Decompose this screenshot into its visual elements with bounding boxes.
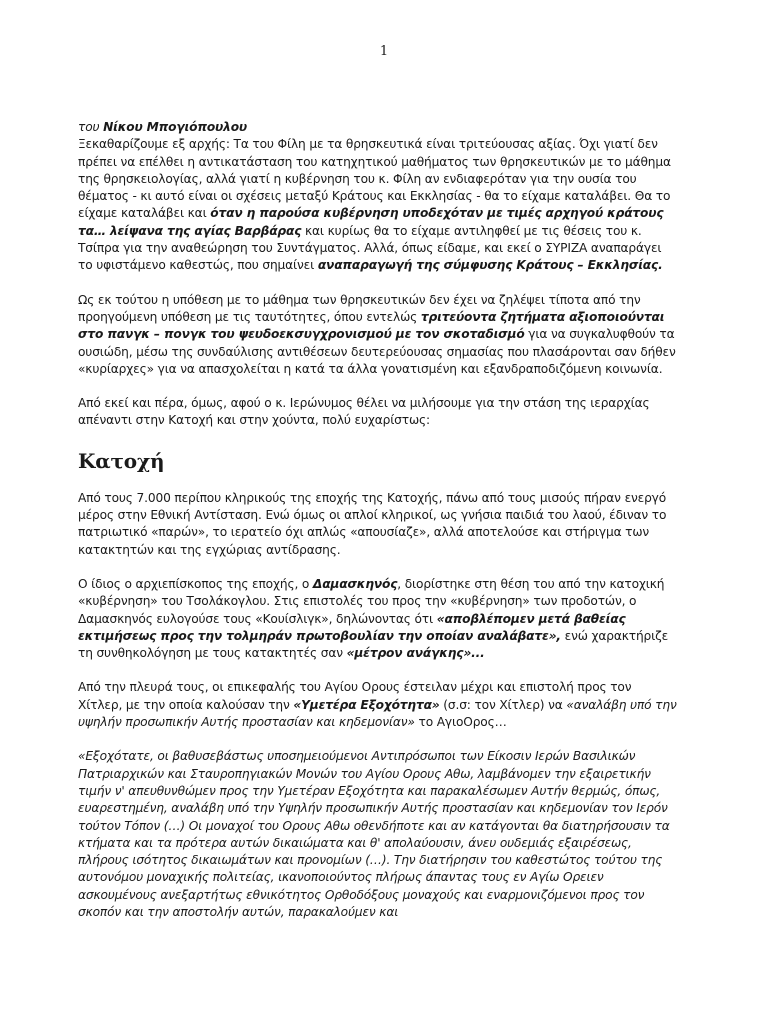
section-heading: Κατοχή: [78, 448, 165, 473]
paragraph-second: [78, 292, 678, 378]
text-run: Από τους 7.000 περίπου κληρικούς της εποχής της Κατοχής, πάνω από τους μισούς πήραν ενεργό μέρος στην Εθνική Αντίσταση. Ενώ όμως οι απλοί κληρικοί, ως γνήσια παιδιά του λαού, έδιναν το πατριωτικό «παρών», το ιερατείο όχι απλώς «απουσίαζε», αλλά αποτελούσε και στήριγμα των κατακτητών και της εγχώριας αντίδρασης.: [78, 490, 667, 557]
paragraph-intro: [78, 136, 678, 274]
italic-run: «αναλάβη υπό την υψηλήν προσωπικήν Αυτής προστασίαν και κηδεμονίαν»: [78, 697, 677, 730]
text-run: Ως εκ τούτου η υπόθεση με το μάθημα των θρησκευτικών δεν έχει να ζηλέψει τίποτα από την προηγούμενη υπόθεση με τις ταυτότητες, όπου εντελώς: [78, 292, 641, 324]
text-run: Από την πλευρά τους, οι επικεφαλής του Αγίου Ορους έστειλαν μέχρι και επιστολή προς τον Χίτλερ, με την οποία καλούσαν την: [78, 680, 632, 712]
text-run: και κυρίως θα το είχαμε αντιληφθεί με τις θέσεις του κ. Τσίπρα για την αναθεώρηση του Συντάγματος. Αλλά, όπως είδαμε, και εκεί ο ΣΥΡΙΖΑ αναπαράγει το υφιστάμενο καθεστώς, που σημαίνει: [78, 223, 662, 273]
emphasis-run: «μέτρον ανάγκης»...: [346, 646, 485, 661]
article-body: [78, 119, 678, 938]
paragraph-occupation-1: [78, 490, 678, 559]
text-run: ενώ χαρακτήριζε τη συνθηκολόγηση με τους κατακτητές σαν: [78, 628, 669, 661]
byline: [78, 119, 678, 136]
byline-prefix: του: [78, 120, 104, 134]
text-run: το ΑγιοΟρος…: [414, 715, 507, 730]
paragraph-occupation-2: [78, 576, 678, 662]
emphasis-run: όταν η παρούσα κυβέρνηση υποδεχόταν με τιμές αρχηγού κράτους τα… λείψανα της αγίας Βαρβάρας: [78, 206, 664, 238]
page-number: 1: [379, 44, 389, 59]
emphasis-run: Δαμασκηνός: [312, 576, 398, 591]
text-run: Από εκεί και πέρα, όμως, αφού ο κ. Ιερώνυμος θέλει να μιλήσουμε για την στάση της ιεραρχίας απέναντι στην Κατοχή και στην χούντα, πολύ ευχαρίστως:: [78, 396, 650, 428]
paragraph-occupation-3: [78, 679, 678, 731]
emphasis-run: αναπαραγωγή της σύμφυσης Κράτους – Εκκλησίας.: [317, 258, 663, 273]
italic-run: «Εξοχότατε, οι βαθυσεβάστως υποσημειούμενοι Αντιπρόσωποι των Είκοσιν Ιερών Βασιλικών Πατριαρχικών και Σταυροπηγιακών Μονών του Αγίου Ορους Αθω, λαμβάνομεν την εξαιρετικήν τιμήν ν' απευθυνθώμεν προς την Υμετέραν Εξοχότητα και παρακαλέσωμεν Αυτήν θερμώς, όπως, ευαρεστημένη, αναλάβη υπό την Υψηλήν προσωπικήν Αυτής προστασίαν και κηδεμονίαν τον Ιερόν τούτον Τόπον (…) Οι μοναχοί του Ορους Αθω οθενδήποτε και αν κατάγονται θα διατηρήσουσιν τα κτήματα και τα πρότερα αυτών δικαιώματα και θ' απολαύουσιν, άνευ ουδεμιάς εξαιρέσεως, πλήρους ισότητος δικαιωμάτων και προνομίων (…). Την διατήρησιν του καθεστώτος τούτου της αυτονόμου μοναχικής πολιτείας, ικανοποιούντος πλήρως άπαντας τους εν Αγίω Ορειεν ασκουμένους ανεξαρτήτως εθνικότητος Ορθοδόξους μοναχούς και εναρμονιζόμενοι προς τον σκοπόν και την αποστολήν αυτών, παρακαλούμεν και: [78, 749, 670, 919]
text-run: Ο ίδιος ο αρχιεπίσκοπος της εποχής, ο: [78, 576, 313, 591]
emphasis-run: «Υμετέρα Εξοχότητα»: [293, 697, 440, 712]
emphasis-run: τριτεύοντα ζητήματα αξιοποιούνται στο πανγκ – πονγκ του ψευδοεκσυγχρονισμού με τον σκοταδισμό: [78, 309, 665, 342]
byline-author: Νίκου Μπογιόπουλου: [103, 120, 248, 134]
text-run: (σ.σ: τον Χίτλερ) να: [439, 697, 567, 712]
emphasis-run: «αποβλέπομεν μετά βαθείας εκτιμήσεως προς την τολμηράν πρωτοβουλίαν την οποίαν αναλάβατε»,: [78, 611, 626, 643]
quoted-letter: [78, 748, 678, 921]
text-run: Ξεκαθαρίζουμε εξ αρχής: Τα του Φίλη με τα θρησκευτικά είναι τριτεύουσας αξίας. Όχι γιατί δεν πρέπει να επέλθει η αντικατάσταση του κατηχητικού μαθήματος των θρησκευτικών με το μάθημα της θρησκειολογίας, αλλά γιατί η κυβέρνηση του κ. Φίλη αν ενδιαφερόταν για την ουσία του θέματος - κι αυτό είναι οι σχέσεις μεταξύ Κράτους και Εκκλησίας - θα το είχαμε καταλάβει. Θα το είχαμε καταλάβει και: [78, 137, 671, 221]
paragraph-third: [78, 395, 678, 430]
text-run: , διορίστηκε στη θέση του από την κατοχική «κυβέρνηση» του Τσολάκογλου. Στις επιστολές του προς την «κυβέρνηση» των προδοτών, ο Δαμασκηνός ευλογούσε τους «Κουίσλιγκ», δηλώνοντας ότι: [78, 576, 665, 626]
text-run: για να συγκαλυφθούν τα ουσιώδη, μέσω της συνδαύλισης αντιθέσεων δευτερεύουσας σημασίας που πλασάρονται σαν δήθεν «κυρίαρχες» για να απασχολείται η κατά τα άλλα γονατισμένη και εξανδραποδιζόμενη κοινωνία.: [78, 327, 676, 376]
